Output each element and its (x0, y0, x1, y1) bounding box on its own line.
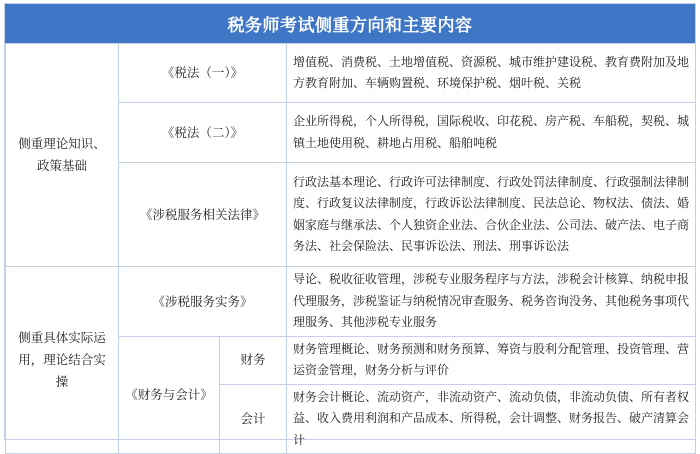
content-tax-law-1: 增值税、消费税、土地增值税、资源税、城市维护建设税、教育费附加及地方教育附加、车辆购置税、环境保护税、烟叶税、关税 (287, 44, 696, 103)
subject-finance-accounting: 《财务与会计》 (119, 336, 220, 454)
content-tax-law-2: 企业所得税，个人所得税，国际税收、印花税、房产税、车船税，契税、城镇土地使用税、耕地占用税、船舶吨税 (287, 103, 696, 163)
subject-tax-practice: 《涉税服务实务》 (119, 267, 287, 337)
table-row (6, 267, 696, 337)
subject-related-law: 《涉税服务相关法律》 (119, 163, 287, 267)
subject-tax-law-1: 《税法（一）》 (119, 44, 287, 103)
sub-accounting-label: 会计 (220, 384, 287, 454)
subject-tax-law-2: 《税法（二）》 (119, 103, 287, 163)
content-tax-practice: 导论、税收征收管理，涉税专业服务程序与方法，涉税会计核算、纳税申报代理服务，涉税鉴证与纳税情况审查服务、税务咨询没务、其他税务事项代理服务、其他涉税专业服务 (287, 267, 696, 337)
table-title: 税务师考试侧重方向和主要内容 (5, 4, 695, 43)
content-related-law: 行政法基本理论、行政许可法律制度、行政处罚法律制度、行政强制法律制度、行政复议法律制度，行政诉讼法律制度、民法总论、物权法、债法、婚姻家庭与继承法、个人独资企业法、合伙企业法、公司法、破产法、电子商务法、社会保险法、民事诉讼法、刑法、刑事诉讼法 (287, 163, 696, 267)
category-theory: 侧重理论知识、政策基础 (6, 44, 119, 267)
tax-exam-table-frame (4, 3, 696, 447)
content-accounting: 财务会计概论、流动资产，非流动资产、流动负债，非流动负债、所有者权益、收入费用利润和产品成本、所得税，会计调整、财务报告、破产清算会计 (287, 384, 696, 454)
exam-content-table (5, 43, 696, 454)
sub-finance-label: 财务 (220, 336, 287, 384)
category-practice: 侧重具体实际运用，理论结合实操 (6, 267, 119, 454)
table-row (6, 44, 696, 103)
content-finance: 财务管理概论、财务预测和财务预算、筹资与股利分配管理、投资管理、营运资金管理，财务分析与评价 (287, 336, 696, 384)
